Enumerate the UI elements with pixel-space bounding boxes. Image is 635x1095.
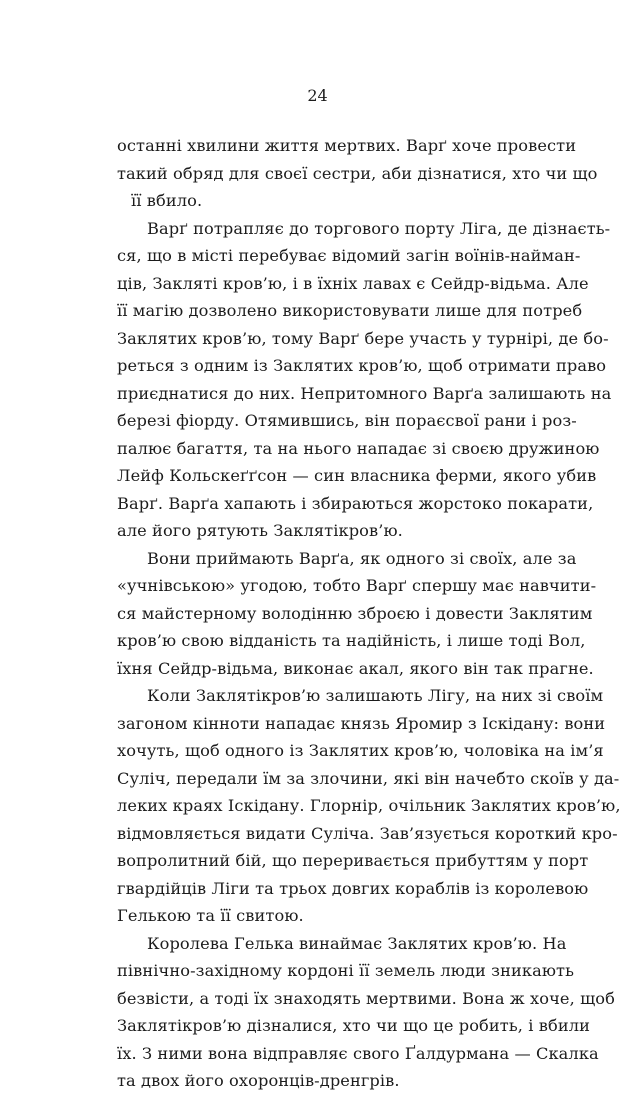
text-line: та двох його охоронців-дренгрів. xyxy=(117,1071,400,1090)
text-line: її вбило. xyxy=(131,191,203,210)
text-line: Суліч, передали їм за злочини, які він начебто скоїв у да- xyxy=(117,768,620,788)
body-text xyxy=(117,132,621,1095)
text-line: Варґ потрапляє до торгового порту Ліга, де дізнаєть- xyxy=(147,218,611,238)
text-line: відмовляється видати Суліча. Зав’язується короткий кро- xyxy=(117,823,618,843)
text-line: їх. З ними вона відправляє свого Ґалдурмана — Скалка xyxy=(117,1043,599,1063)
text-line: загоном кінноти нападає князь Яромир з Іскідану: вони xyxy=(117,713,606,733)
text-line: «учнівською» угодою, тобто Варґ спершу має навчити- xyxy=(117,576,597,595)
text-line: але його рятують Заклятікров’ю. xyxy=(117,521,403,540)
text-line: палює багаття, та на нього нападає зі своєю дружиною xyxy=(117,438,600,458)
text-line: їхня Сейдр-відьма, виконає акал, якого він так прагне. xyxy=(117,658,594,678)
text-line: Заклятих кров’ю, тому Варґ бере участь у турнірі, де бо- xyxy=(117,328,609,348)
text-line: її магію дозволено використовувати лише для потреб xyxy=(117,301,583,320)
text-line: Королева Гелька винаймає Заклятих кров’ю. На xyxy=(147,933,567,953)
text-line: ців, Закляті кров’ю, і в їхніх лавах є Сейдр-відьма. Але xyxy=(117,273,589,293)
text-line: Варґ. Варґа хапають і збираються жорстоко покарати, xyxy=(117,493,594,513)
text-line: північно-західному кордоні її земель люди зникають xyxy=(117,961,574,980)
text-line: Гелькою та її свитою. xyxy=(117,906,304,925)
text-line: Коли Заклятікров’ю залишають Лігу, на них зі своїм xyxy=(147,686,604,705)
text-line: безвісти, а тоді їх знаходять мертвими. Вона ж хоче, щоб xyxy=(117,988,615,1008)
text-line: вопролитний бій, що переривається прибуттям у порт xyxy=(117,851,589,870)
page-number: 24 xyxy=(307,86,328,105)
text-line: Вони приймають Варґа, як одного зі своїх, але за xyxy=(147,548,577,568)
text-line: Заклятікров’ю дізналися, хто чи що це робить, і вбили xyxy=(117,1016,590,1035)
text-line: реться з одним із Заклятих кров’ю, щоб отримати право xyxy=(117,356,607,375)
text-line: такий обряд для своєї сестри, аби дізнатися, хто чи що xyxy=(117,163,598,183)
text-line: леких краях Іскідану. Глорнір, очільник Заклятих кров’ю, xyxy=(117,796,621,815)
text-line: приєднатися до них. Непритомного Варґа залишають на xyxy=(117,383,612,403)
text-line: ся майстерному володінню зброєю і довести Заклятим xyxy=(117,603,593,623)
text-line: останні хвилини життя мертвих. Варґ хоче провести xyxy=(117,136,577,155)
text-line: хочуть, щоб одного із Заклятих кров’ю, чоловіка на ім’я xyxy=(117,741,604,760)
text-line: кров’ю свою відданість та надійність, і лише тоді Вол, xyxy=(117,631,586,650)
text-line: березі фіорду. Отямившись, він пораєсвої рани і роз- xyxy=(117,411,577,430)
text-line: гвардійців Ліги та трьох довгих кораблів із королевою xyxy=(117,878,589,898)
text-line: Лейф Кольскеґґсон — син власника ферми, якого убив xyxy=(117,466,597,485)
text-line: ся, що в місті перебуває відомий загін воїнів-найман- xyxy=(117,246,581,265)
